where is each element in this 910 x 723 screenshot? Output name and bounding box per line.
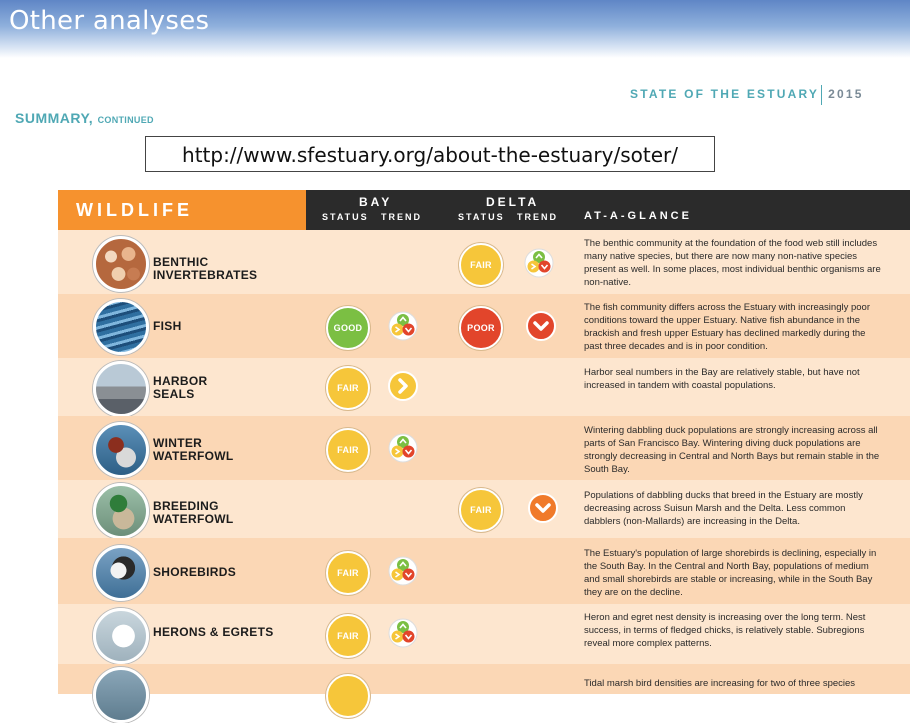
bay-status-badge: FAIR xyxy=(326,428,370,472)
breeding-waterfowl-photo xyxy=(93,483,149,539)
delta-status-badge: FAIR xyxy=(459,488,503,532)
table-row-fish xyxy=(58,294,910,358)
mixed-trend-icon xyxy=(388,433,418,463)
row-name: WINTER WATERFOWL xyxy=(153,436,234,463)
bay-status-badge: GOOD xyxy=(326,306,370,350)
glance-text: Heron and egret nest density is increasing over the long term. Nest success, in terms of fledged chicks, is relatively stable. Subregions reveal more complex patterns. xyxy=(584,612,866,649)
glance-header: AT-A-GLANCE xyxy=(584,210,692,222)
bay-status-badge: FAIR xyxy=(326,614,370,658)
mixed-trend-icon xyxy=(524,248,554,278)
section-label xyxy=(15,110,154,128)
row-name: SHOREBIRDS xyxy=(153,565,237,579)
shorebirds-photo xyxy=(93,545,149,601)
partial-row-photo xyxy=(93,667,149,723)
benthic-photo xyxy=(93,236,149,292)
section-suffix: CONTINUED xyxy=(97,115,154,125)
mixed-trend-icon xyxy=(388,618,418,648)
row-name: BENTHIC INVERTEBRATES xyxy=(153,255,258,282)
delta-status-badge: POOR xyxy=(459,306,503,350)
wildlife-table xyxy=(58,190,910,689)
herons-egrets-photo xyxy=(93,608,149,664)
steady-trend-icon xyxy=(388,371,418,401)
bay-header: BAY xyxy=(359,195,393,209)
row-name: BREEDING WATERFOWL xyxy=(153,499,234,526)
winter-waterfowl-photo xyxy=(93,422,149,478)
row-name: HARBOR SEALS xyxy=(153,374,208,401)
glance-text: Populations of dabbling ducks that breed in the Estuary are mostly decreasing across Suisun Marsh and the Delta. Less common dabblers (non-Mallards) are increasing in the Delta. xyxy=(584,490,863,527)
bay-status-badge xyxy=(326,674,370,718)
delta-header: DELTA xyxy=(486,195,540,209)
glance-text: The Estuary's population of large shorebirds is declining, especially in the South Bay. In the Central and North Bay, populations of medium and small shorebirds are stable or increasing, while in the South Bay they are on the decline. xyxy=(584,548,877,598)
table-row-herons-egrets xyxy=(58,604,910,664)
table-row-partial xyxy=(58,664,910,694)
section-title: SUMMARY, xyxy=(15,110,94,126)
glance-text: Tidal marsh bird densities are increasing for two of three species xyxy=(584,678,856,689)
delta-trend-header: TREND xyxy=(517,212,558,222)
category-header xyxy=(58,190,306,230)
table-row-shorebirds xyxy=(58,538,910,604)
category-label: WILDLIFE xyxy=(76,200,193,220)
harbor-seals-photo xyxy=(93,361,149,417)
delta-status-badge: FAIR xyxy=(459,243,503,287)
report-year: 2015 xyxy=(828,87,864,102)
row-name: FISH xyxy=(153,319,182,333)
glance-text: Harbor seal numbers in the Bay are relatively stable, but have not increased in tandem with coastal populations. xyxy=(584,367,860,391)
bay-status-badge: FAIR xyxy=(326,366,370,410)
fish-photo xyxy=(93,299,149,355)
report-brand-name: STATE OF THE ESTUARY xyxy=(630,87,820,102)
glance-text: The fish community differs across the Estuary with increasingly poor conditions toward the upper Estuary. Native fish abundance in the brackish and fresh upper Estuary has declined markedly during the past three decades and is in poor condition. xyxy=(584,302,870,352)
table-row-benthic xyxy=(58,230,910,294)
mixed-trend-icon xyxy=(388,556,418,586)
slide-title: Other analyses xyxy=(9,6,210,36)
delta-status-header: STATUS xyxy=(458,212,505,222)
bay-trend-header: TREND xyxy=(381,212,422,222)
brand-separator xyxy=(821,85,822,105)
table-row-harbor-seals xyxy=(58,358,910,416)
row-name: HERONS & EGRETS xyxy=(153,625,274,639)
down-trend-icon xyxy=(526,311,556,341)
glance-text: Wintering dabbling duck populations are strongly increasing across all parts of San Francisco Bay. Wintering diving duck populations are strongly decreasing in Central and North Bays but remain stable in the South Bay. xyxy=(584,425,880,475)
down-trend-icon xyxy=(528,493,558,523)
bay-status-badge: FAIR xyxy=(326,551,370,595)
table-header xyxy=(58,190,910,230)
report-brand xyxy=(630,85,864,105)
mixed-trend-icon xyxy=(388,311,418,341)
bay-status-header: STATUS xyxy=(322,212,369,222)
slide-title-bar xyxy=(0,0,910,58)
glance-text: The benthic community at the foundation of the food web still includes many native species, but there are now many non-native species present as well. In some places, most individual benthic organisms are non-native. xyxy=(584,238,881,288)
table-row-breeding-waterfowl xyxy=(58,480,910,538)
url-link[interactable]: http://www.sfestuary.org/about-the-estuary/soter/ xyxy=(145,136,715,172)
table-row-winter-waterfowl xyxy=(58,416,910,480)
